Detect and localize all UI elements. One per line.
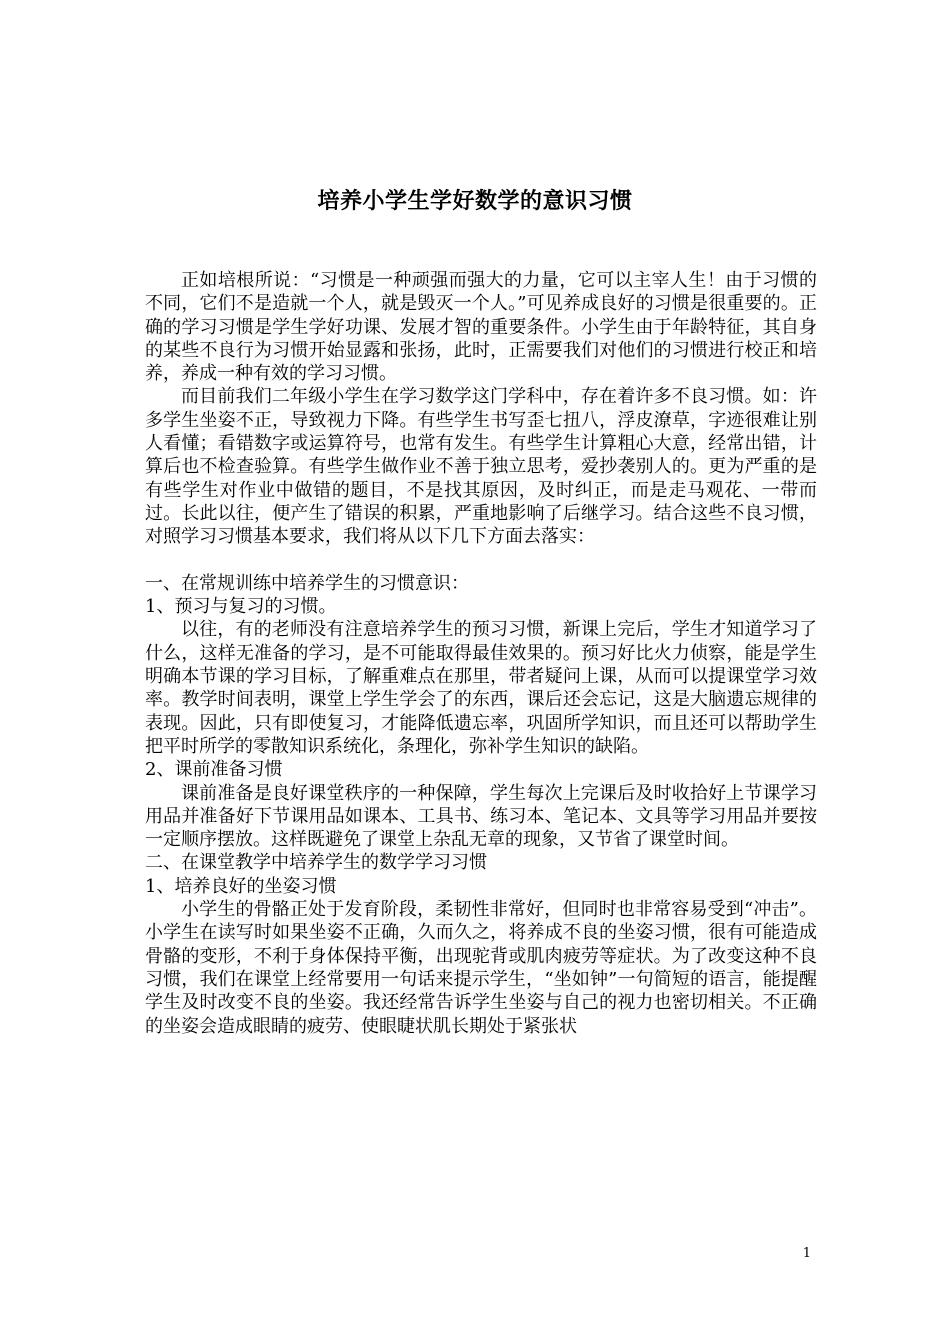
subsection-heading-preview-review: 1、预习与复习的习惯。 xyxy=(145,596,337,618)
section-heading-1: 一、在常规训练中培养学生的习惯意识： xyxy=(145,572,469,594)
intro-paragraph-2: 而目前我们二年级小学生在学习数学这门学科中，存在着许多不良习惯。如：许多学生坐姿不正，导致视力下降。有些学生书写歪七扭八，浮皮潦草，字迹很难让别人看懂；看错数字或运算符号，也常有发生。有些学生计算粗心大意，经常出错，计算后也不检查验算。有些学生做作业不善于独立思考，爱抄袭别人的。更为严重的是有些学生对作业中做错的题目，不是找其原因，及时纠正，而是走马观花、一带而过。长此以往，便产生了错误的积累，严重地影响了后继学习。结合这些不良习惯，对照学习习惯基本要求，我们将从以下几下方面去落实： xyxy=(145,386,817,548)
paragraph-spacer xyxy=(145,549,817,572)
document-title: 培养小学生学好数学的意识习惯 xyxy=(317,188,633,214)
intro-paragraph-1: 正如培根所说：“习惯是一种顽强而强大的力量，它可以主宰人生！由于习惯的不同，它们不是造就一个人，就是毁灭一个人。”可见养成良好的习惯是很重要的。正确的学习习惯是学生学好功课、发展才智的重要条件。小学生由于年龄特征，其自身的某些不良行为习惯开始显露和张扬，此时，正需要我们对他们的习惯进行校正和培养，养成一种有效的学习习惯。 xyxy=(145,270,817,385)
section-heading-2: 二、在课堂教学中培养学生的数学学习习惯 xyxy=(145,852,487,874)
document-body xyxy=(145,269,817,1038)
paragraph-sitting-posture: 小学生的骨骼正处于发育阶段，柔韧性非常好，但同时也非常容易受到“冲击”。小学生在读写时如果坐姿不正确，久而久之，将养成不良的坐姿习惯，很有可能造成骨骼的变形，不利于身体保持平衡，出现驼背或肌肉疲劳等症状。为了改变这种不良习惯，我们在课堂上经常要用一句话来提示学生，“坐如钟”一句简短的语言，能提醒学生及时改变不良的坐姿。我还经常告诉学生坐姿与自己的视力也密切相关。不正确的坐姿会造成眼睛的疲劳、使眼睫状肌长期处于紧张状 xyxy=(145,899,817,1037)
subsection-heading-class-preparation: 2、课前准备习惯 xyxy=(145,759,283,781)
page-number: 1 xyxy=(802,1246,811,1261)
paragraph-preview-review: 以往，有的老师没有注意培养学生的预习习惯，新课上完后，学生才知道学习了什么，这样无准备的学习，是不可能取得最佳效果的。预习好比火力侦察，能是学生明确本节课的学习目标，了解重难点在那里，带者疑问上课，从而可以提课堂学习效率。教学时间表明，课堂上学生学会了的东西，课后还会忘记，这是大脑遗忘规律的表现。因此，只有即使复习，才能降低遗忘率，巩固所学知识，而且还可以帮助学生把平时所学的零散知识系统化，条理化，弥补学生知识的缺陷。 xyxy=(145,619,817,757)
paragraph-class-preparation: 课前准备是良好课堂秩序的一种保障，学生每次上完课后及时收拾好上节课学习用品并准备好下节课用品如课本、工具书、练习本、笔记本、文具等学习用品并要按一定顺序摆放。这样既避免了课堂上杂乱无章的现象，又节省了课堂时间。 xyxy=(145,782,817,851)
subsection-heading-sitting-posture: 1、培养良好的坐姿习惯 xyxy=(145,875,337,897)
